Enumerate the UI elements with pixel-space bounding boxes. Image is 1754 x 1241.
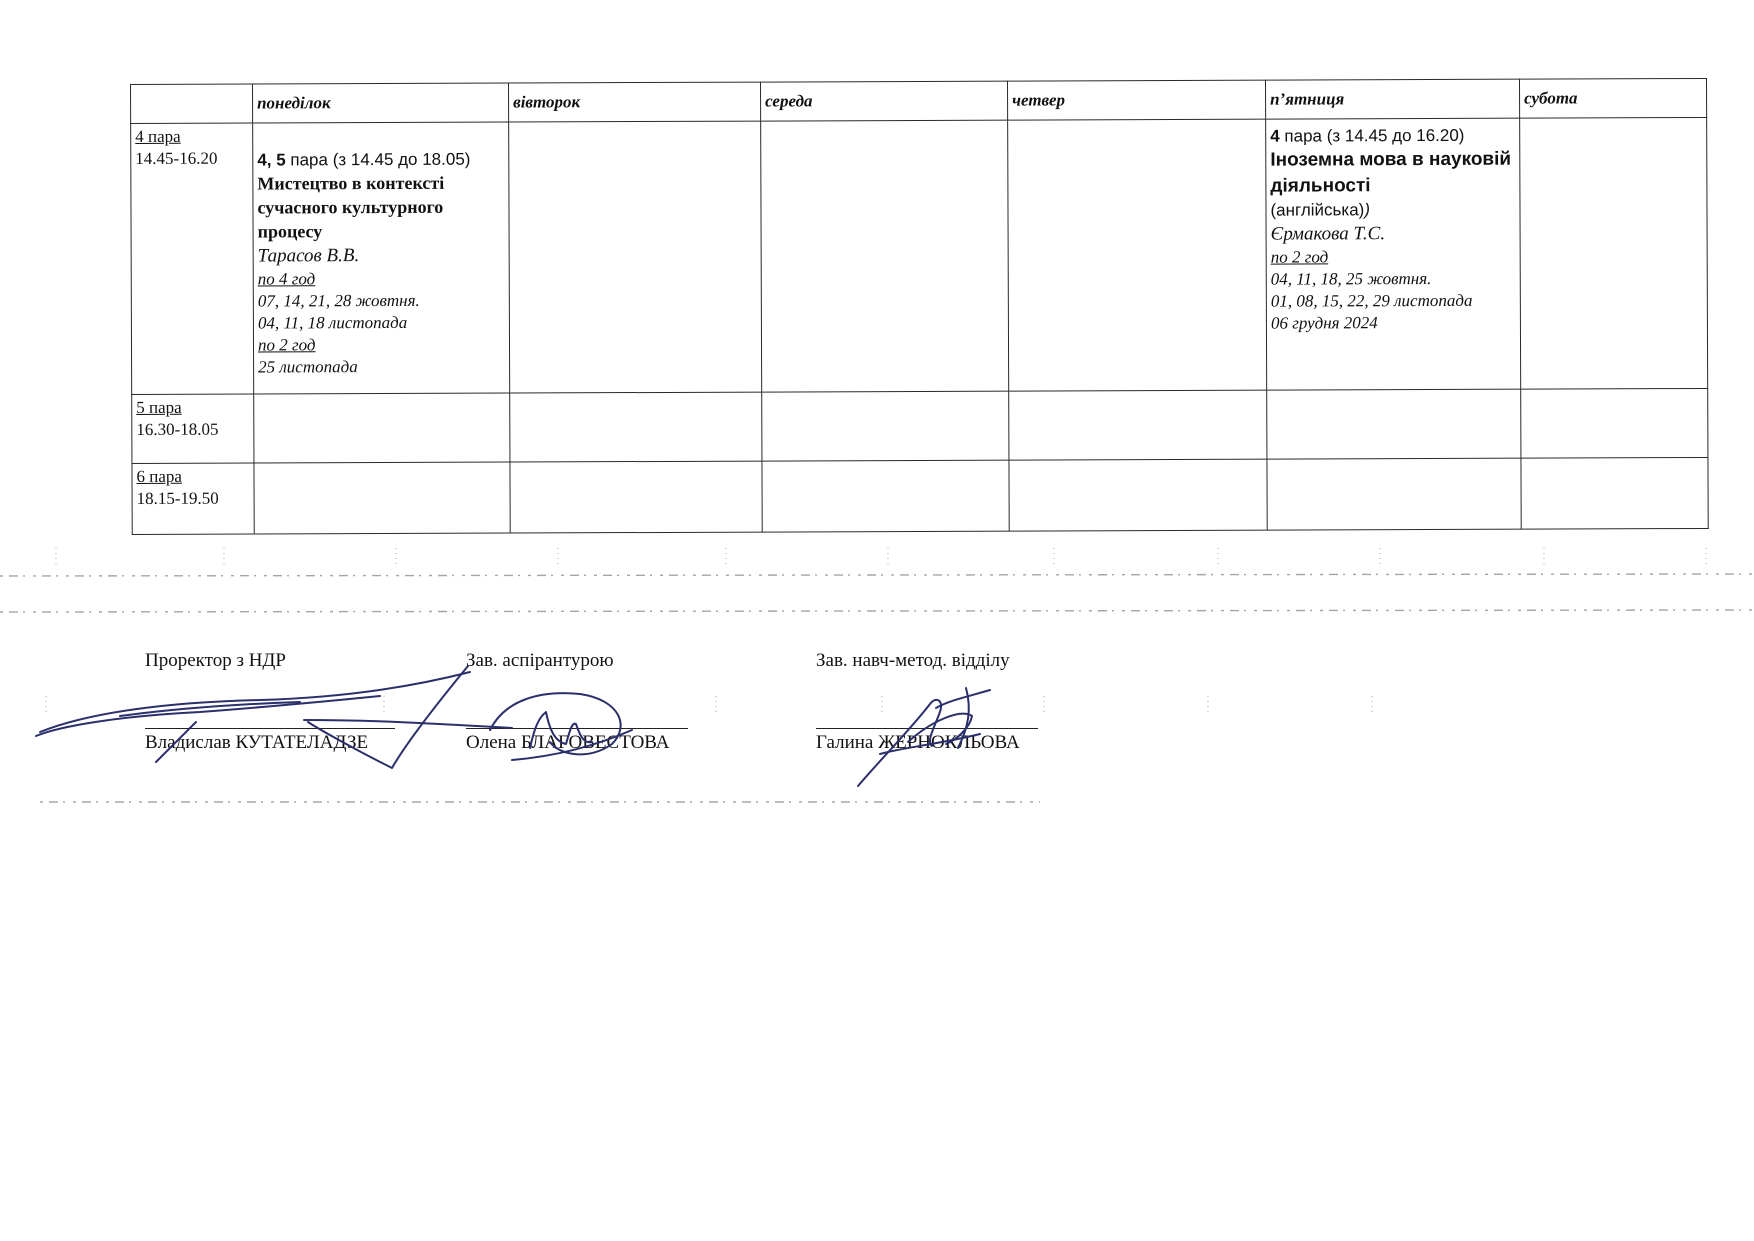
- signatory-name: Владислав КУТАТЕЛАДЗЕ: [145, 732, 369, 753]
- dates-line: 25 листопада: [258, 357, 358, 377]
- slot-name: 5 пара: [136, 397, 182, 417]
- language-suffix: ): [1364, 200, 1371, 220]
- pair-time: пара (з 14.45 до 16.20): [1279, 125, 1465, 146]
- dates-line: 04, 11, 18 листопада: [257, 312, 408, 333]
- language-label: (англійська): [1270, 200, 1365, 220]
- day-header-thursday: четвер: [1007, 80, 1265, 120]
- signature-blagovestova: [490, 693, 621, 754]
- slot-time: 14.45-16.20: [135, 148, 218, 168]
- signatory-name: Олена БЛАГОВЕСТОВА: [466, 732, 670, 753]
- slot-name: 6 пара: [136, 466, 182, 486]
- teacher-name: Єрмакова Т.С.: [1270, 223, 1386, 245]
- signatory-name: Галина ЖЕРНОКЛЬОВА: [816, 732, 1020, 753]
- dates-line: 06 грудня 2024: [1270, 313, 1378, 333]
- day-header-wednesday: середа: [760, 81, 1007, 121]
- day-header-monday: понеділок: [253, 83, 509, 123]
- hours-label: по 2 год: [1270, 247, 1329, 267]
- teacher-name: Тарасов В.В.: [257, 245, 360, 267]
- signatory-title: Зав. навч-метод. відділу: [816, 650, 1010, 671]
- signatory-title: Зав. аспірантурою: [466, 650, 614, 671]
- slot-name: 4 пара: [135, 126, 181, 146]
- dates-line: 01, 08, 15, 22, 29 листопада: [1270, 290, 1473, 311]
- dates-line: 07, 14, 21, 28 жовтня.: [257, 290, 420, 311]
- course-title: Мистецтво в контексті сучасного культурного процесу: [257, 172, 445, 242]
- day-header-friday: п’ятниця: [1265, 79, 1519, 119]
- pair-numbers: 4: [1270, 126, 1280, 146]
- day-header-saturday: субота: [1519, 78, 1706, 118]
- signatory-title: Проректор з НДР: [145, 650, 286, 671]
- signature-zhernoklyova: [858, 700, 941, 786]
- course-title: Іноземна мова в науковій діяльності: [1270, 148, 1512, 197]
- hours-label: по 2 год: [257, 335, 316, 355]
- pair-time: пара (з 14.45 до 18.05): [285, 149, 471, 170]
- pair-numbers: 4, 5: [257, 150, 286, 170]
- slot-time: 16.30-18.05: [136, 419, 219, 439]
- day-header-tuesday: вівторок: [508, 82, 760, 122]
- slot-time: 18.15-19.50: [136, 488, 219, 508]
- dates-line: 04, 11, 18, 25 жовтня.: [1270, 269, 1432, 289]
- hours-label: по 4 год: [257, 269, 316, 289]
